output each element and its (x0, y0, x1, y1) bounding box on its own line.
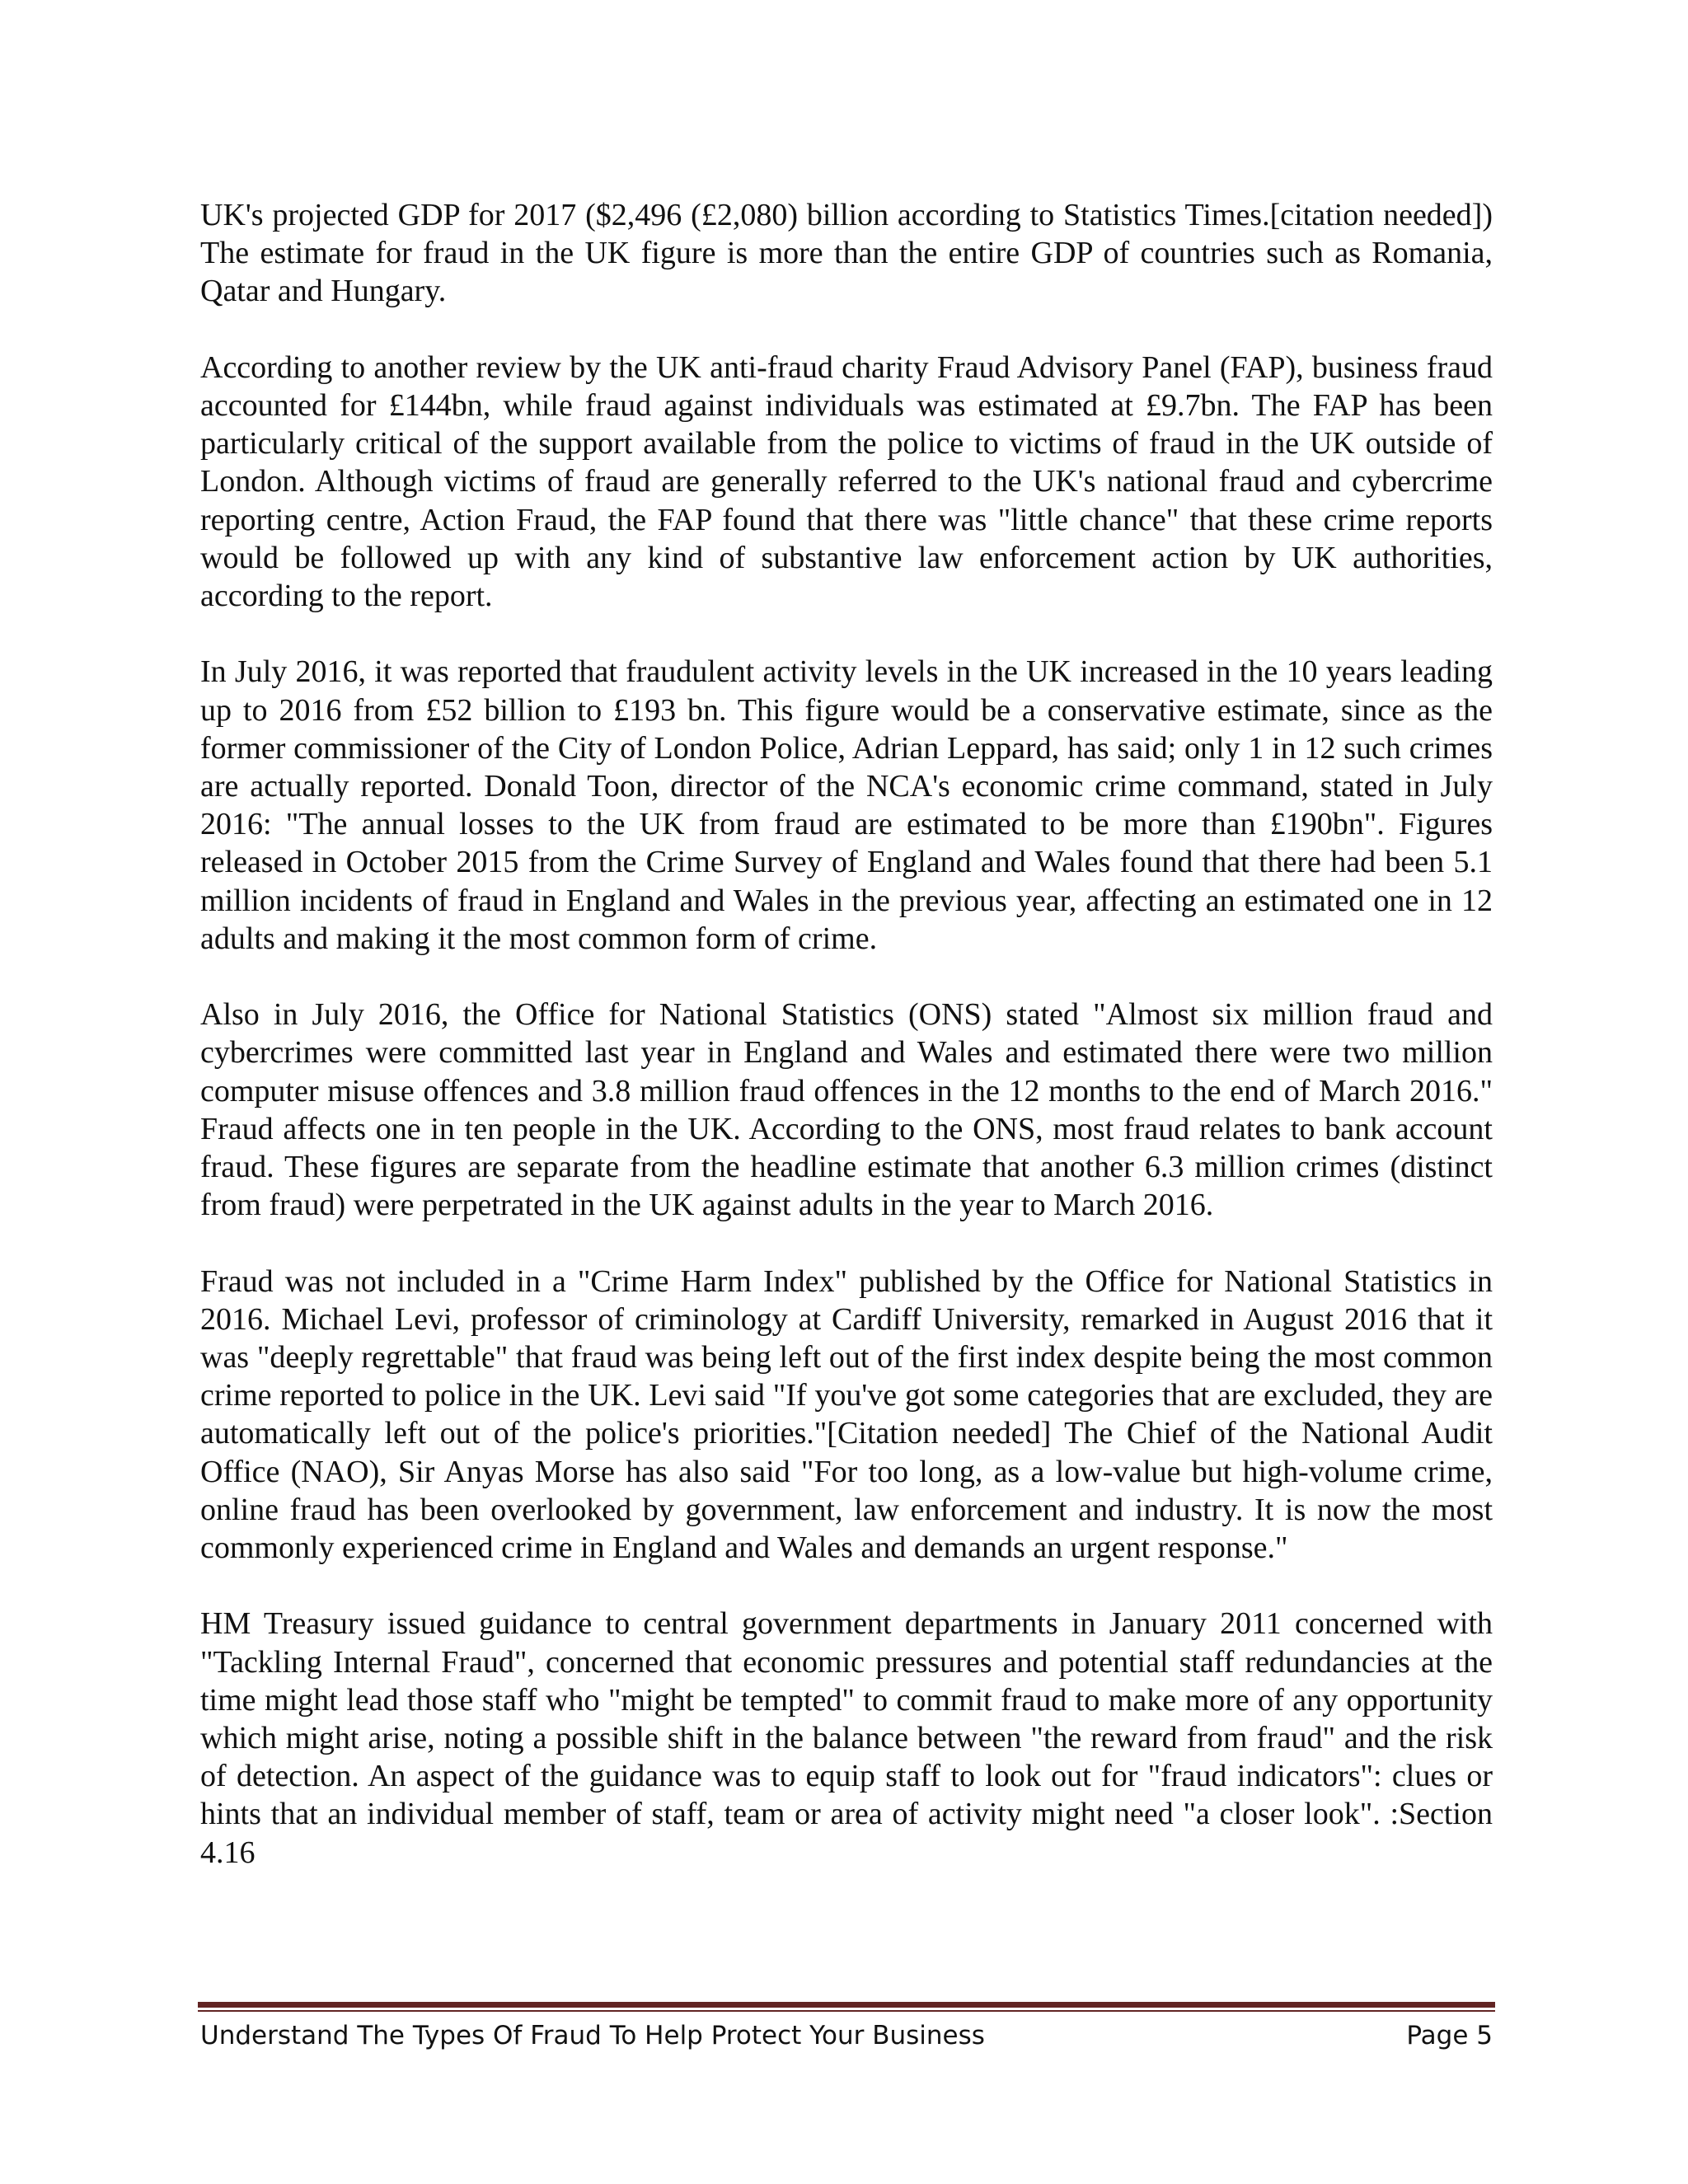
footer-rule-thin (198, 2010, 1495, 2012)
page-footer (200, 2017, 1493, 2055)
paragraph-5: Fraud was not included in a "Crime Harm Index" published by the Office for National Statistics in 2016. Michael Levi, professor of criminology at Cardiff University, remarked in August 2016 that it was "deeply regrettable" that fraud was being left out of the first index despite being the most common crime reported to police in the UK. Levi said "If you've got some categories that are excluded, they are automatically left out of the police's priorities."[Citation needed] The Chief of the National Audit Office (NAO), Sir Anyas Morse has also said "For too long, as a low-value but high-volume crime, online fraud has been overlooked by government, law enforcement and industry. It is now the most commonly experienced crime in England and Wales and demands an urgent response." (200, 1263, 1493, 1566)
paragraph-1: UK's projected GDP for 2017 ($2,496 (£2,080) billion according to Statistics Times.[citation needed]) The estimate for fraud in the UK figure is more than the entire GDP of countries such as Romania, Qatar and Hungary. (200, 198, 1493, 309)
paragraph-3: In July 2016, it was reported that fraudulent activity levels in the UK increased in the 10 years leading up to 2016 from £52 billion to £193 bn. This figure would be a conservative estimate, since as the former commissioner of the City of London Police, Adrian Leppard, has said; only 1 in 12 such crimes are actually reported. Donald Toon, director of the NCA's economic crime command, stated in July 2016: "The annual losses to the UK from fraud are estimated to be more than £190bn". Figures released in October 2015 from the Crime Survey of England and Wales found that there had been 5.1 million incidents of fraud in England and Wales in the previous year, affecting an estimated one in 12 adults and making it the most common form of crime. (200, 654, 1493, 956)
paragraph-6: HM Treasury issued guidance to central government departments in January 2011 concerned with "Tackling Internal Fraud", concerned that economic pressures and potential staff redundancies at the time might lead those staff who "might be tempted" to commit fraud to make more of any opportunity which might arise, noting a possible shift in the balance between "the reward from fraud" and the risk of detection. An aspect of the guidance was to equip staff to look out for "fraud indicators": clues or hints that an individual member of staff, team or area of activity might need "a closer look". :Section 4.16 (200, 1606, 1493, 1870)
footer-title: Understand The Types Of Fraud To Help Protect Your Business (200, 2021, 985, 2050)
paragraph-4: Also in July 2016, the Office for National Statistics (ONS) stated "Almost six million fraud and cybercrimes were committed last year in England and Wales and estimated there were two million computer misuse offences and 3.8 million fraud offences in the 12 months to the end of March 2016." Fraud affects one in ten people in the UK. According to the ONS, most fraud relates to bank account fraud. These figures are separate from the headline estimate that another 6.3 million crimes (distinct from fraud) were perpetrated in the UK against adults in the year to March 2016. (200, 997, 1493, 1223)
body-text (200, 196, 1493, 1910)
footer-rule (198, 2002, 1495, 2012)
footer-rule-thick (198, 2002, 1495, 2008)
paragraph-2: According to another review by the UK anti-fraud charity Fraud Advisory Panel (FAP), business fraud accounted for £144bn, while fraud against individuals was estimated at £9.7bn. The FAP has been particularly critical of the support available from the police to victims of fraud in the UK outside of London. Although victims of fraud are generally referred to the UK's national fraud and cybercrime reporting centre, Action Fraud, the FAP found that there was "little chance" that these crime reports would be followed up with any kind of substantive law enforcement action by UK authorities, according to the report. (200, 349, 1493, 614)
page-number: Page 5 (1406, 2021, 1493, 2050)
